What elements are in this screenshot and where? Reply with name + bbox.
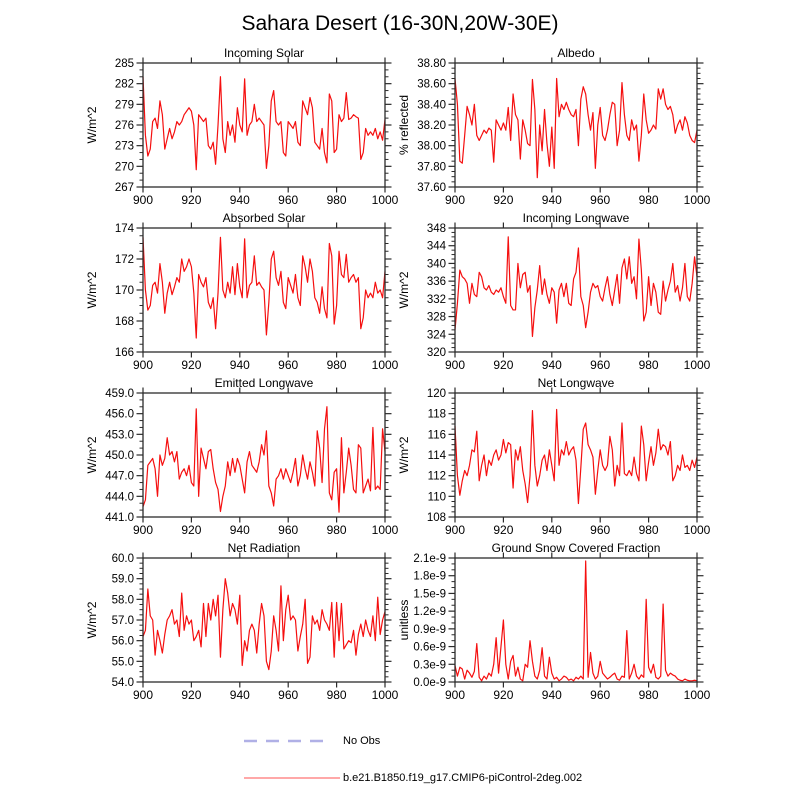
x-tick-label: 900 [444, 523, 466, 537]
x-tick-label: 1000 [371, 193, 399, 207]
x-tick-label: 980 [326, 523, 347, 537]
x-tick-label: 980 [326, 193, 347, 207]
data-line [143, 579, 385, 670]
y-tick-label: 270 [114, 161, 134, 174]
y-axis-label: W/m^2 [85, 601, 99, 639]
data-line [455, 561, 697, 681]
y-tick-label: 453.0 [105, 429, 134, 442]
x-tick-label: 900 [132, 523, 154, 537]
y-tick-label: 0.6e-9 [413, 641, 446, 654]
data-line [455, 410, 697, 504]
x-tick-label: 940 [229, 523, 250, 537]
panel-incoming-solar [80, 43, 402, 211]
y-tick-label: 118 [427, 408, 446, 421]
y-tick-label: 38.00 [417, 140, 446, 153]
x-tick-label: 1000 [683, 358, 711, 372]
x-tick-label: 920 [493, 358, 514, 372]
y-tick-label: 340 [426, 258, 446, 271]
panel-title: Albedo [557, 46, 595, 60]
legend-entry-no-obs [243, 734, 380, 748]
axis-frame [455, 63, 697, 187]
y-tick-label: 273 [114, 140, 134, 153]
x-tick-label: 940 [541, 358, 562, 372]
axis-frame [455, 393, 697, 517]
y-tick-label: 114 [427, 450, 446, 462]
x-tick-label: 940 [229, 688, 250, 702]
x-tick-label: 900 [444, 193, 466, 207]
panel-incoming-longwave [392, 208, 714, 376]
y-tick-label: 320 [426, 347, 446, 359]
data-line [455, 237, 697, 337]
x-tick-label: 920 [181, 688, 202, 702]
x-tick-label: 980 [638, 688, 659, 702]
x-tick-label: 1000 [371, 358, 399, 372]
panel-emitted-longwave [80, 373, 402, 541]
y-tick-label: 348 [426, 223, 446, 235]
y-tick-label: 108 [426, 512, 446, 524]
y-axis-label: W/m^2 [85, 106, 99, 144]
x-tick-label: 980 [638, 358, 659, 372]
y-tick-label: 1.8e-9 [413, 570, 446, 583]
y-tick-label: 172 [114, 254, 134, 266]
x-tick-label: 920 [493, 193, 514, 207]
x-tick-label: 900 [132, 688, 154, 702]
x-tick-label: 940 [229, 193, 250, 207]
x-tick-label: 940 [541, 688, 562, 702]
x-tick-label: 960 [590, 193, 611, 207]
legend-entry-model-run [243, 771, 582, 785]
x-tick-label: 960 [590, 688, 611, 702]
y-tick-label: 456.0 [105, 408, 134, 421]
x-tick-label: 1000 [683, 688, 711, 702]
x-tick-label: 920 [181, 358, 202, 372]
x-tick-label: 900 [132, 193, 154, 207]
panel-title: Incoming Solar [223, 46, 305, 60]
legend-label-no-obs: No Obs [343, 735, 381, 747]
y-tick-label: 336 [426, 276, 446, 289]
x-tick-label: 980 [326, 688, 347, 702]
x-tick-label: 980 [638, 193, 659, 207]
y-tick-label: 1.5e-9 [413, 588, 446, 601]
x-tick-label: 960 [590, 523, 611, 537]
y-tick-label: 59.0 [111, 573, 134, 586]
panel-absorbed-solar [80, 208, 402, 376]
x-tick-label: 1000 [683, 193, 711, 207]
x-tick-label: 980 [638, 523, 659, 537]
y-tick-label: 168 [114, 316, 134, 328]
y-tick-label: 38.80 [417, 58, 446, 70]
y-tick-label: 0.3e-9 [413, 659, 446, 672]
x-tick-label: 920 [493, 523, 514, 537]
x-tick-label: 1000 [371, 523, 399, 537]
y-tick-label: 282 [114, 78, 134, 91]
y-axis-label: unitless [397, 599, 411, 641]
y-tick-label: 344 [426, 240, 446, 253]
x-tick-label: 940 [229, 358, 250, 372]
panel-title: Emitted Longwave [214, 376, 314, 390]
y-tick-label: 55.0 [111, 656, 134, 669]
y-tick-label: 60.0 [111, 553, 134, 565]
y-axis-label: W/m^2 [397, 436, 411, 474]
x-tick-label: 920 [181, 193, 202, 207]
y-tick-label: 38.40 [417, 99, 446, 112]
y-tick-label: 2.1e-9 [413, 553, 446, 565]
y-tick-label: 120 [426, 388, 446, 400]
legend-label-model-run: b.e21.B1850.f19_g17.CMIP6-piControl-2deg.002 [343, 772, 583, 784]
y-tick-label: 56.0 [111, 635, 134, 648]
x-tick-label: 920 [181, 523, 202, 537]
y-tick-label: 267 [114, 182, 134, 194]
panel-ground-snow-covered-fraction [392, 538, 714, 706]
y-tick-label: 276 [114, 120, 134, 132]
y-tick-label: 166 [114, 347, 134, 359]
page-title: Sahara Desert (16-30N,20W-30E) [241, 12, 559, 35]
y-tick-label: 324 [426, 329, 446, 342]
x-tick-label: 960 [278, 523, 299, 537]
y-tick-label: 54.0 [111, 677, 134, 689]
y-tick-label: 110 [427, 491, 446, 504]
panel-net-radiation [80, 538, 402, 706]
y-tick-label: 58.0 [111, 594, 134, 607]
y-axis-label: W/m^2 [397, 271, 411, 309]
x-tick-label: 960 [278, 358, 299, 372]
x-tick-label: 980 [326, 358, 347, 372]
x-tick-label: 960 [278, 688, 299, 702]
y-tick-label: 116 [427, 429, 446, 442]
model-solid-line-icon [243, 771, 343, 785]
data-line [143, 77, 385, 170]
data-line [455, 79, 697, 178]
y-tick-label: 37.80 [417, 161, 446, 174]
y-axis-label: W/m^2 [85, 436, 99, 474]
y-tick-label: 328 [426, 311, 446, 324]
x-tick-label: 1000 [683, 523, 711, 537]
y-axis-label: % reflected [397, 94, 411, 156]
y-tick-label: 279 [114, 99, 134, 112]
panel-title: Net Longwave [537, 376, 615, 390]
panel-title: Net Radiation [227, 541, 301, 555]
x-tick-label: 960 [278, 193, 299, 207]
y-tick-label: 0.0e-9 [413, 677, 446, 689]
x-tick-label: 1000 [371, 688, 399, 702]
no-obs-dashed-line-icon [243, 734, 343, 748]
y-tick-label: 447.0 [105, 470, 134, 483]
data-line [143, 237, 385, 338]
y-tick-label: 38.20 [417, 120, 446, 132]
y-tick-label: 332 [426, 293, 446, 306]
y-tick-label: 112 [427, 470, 446, 483]
x-tick-label: 920 [493, 688, 514, 702]
x-tick-label: 900 [132, 358, 154, 372]
y-tick-label: 37.60 [417, 182, 446, 194]
panel-title: Incoming Longwave [522, 211, 630, 225]
y-tick-label: 0.9e-9 [413, 623, 446, 636]
x-tick-label: 940 [541, 523, 562, 537]
y-axis-label: W/m^2 [85, 271, 99, 309]
y-tick-label: 38.60 [417, 78, 446, 91]
y-tick-label: 174 [114, 223, 134, 235]
x-tick-label: 940 [541, 193, 562, 207]
data-line [143, 407, 385, 512]
panel-net-longwave [392, 373, 714, 541]
y-tick-label: 170 [114, 285, 134, 297]
y-tick-label: 444.0 [105, 491, 134, 504]
panel-albedo [392, 43, 714, 211]
x-tick-label: 900 [444, 688, 466, 702]
y-tick-label: 441.0 [105, 512, 134, 524]
x-tick-label: 900 [444, 358, 466, 372]
y-tick-label: 1.2e-9 [413, 606, 446, 619]
panel-title: Absorbed Solar [222, 211, 306, 225]
y-tick-label: 459.0 [105, 388, 134, 400]
x-tick-label: 960 [590, 358, 611, 372]
y-tick-label: 450.0 [105, 450, 134, 462]
y-tick-label: 57.0 [111, 615, 134, 627]
panel-title: Ground Snow Covered Fraction [491, 541, 661, 555]
y-tick-label: 285 [114, 58, 134, 70]
axis-frame [455, 228, 697, 352]
